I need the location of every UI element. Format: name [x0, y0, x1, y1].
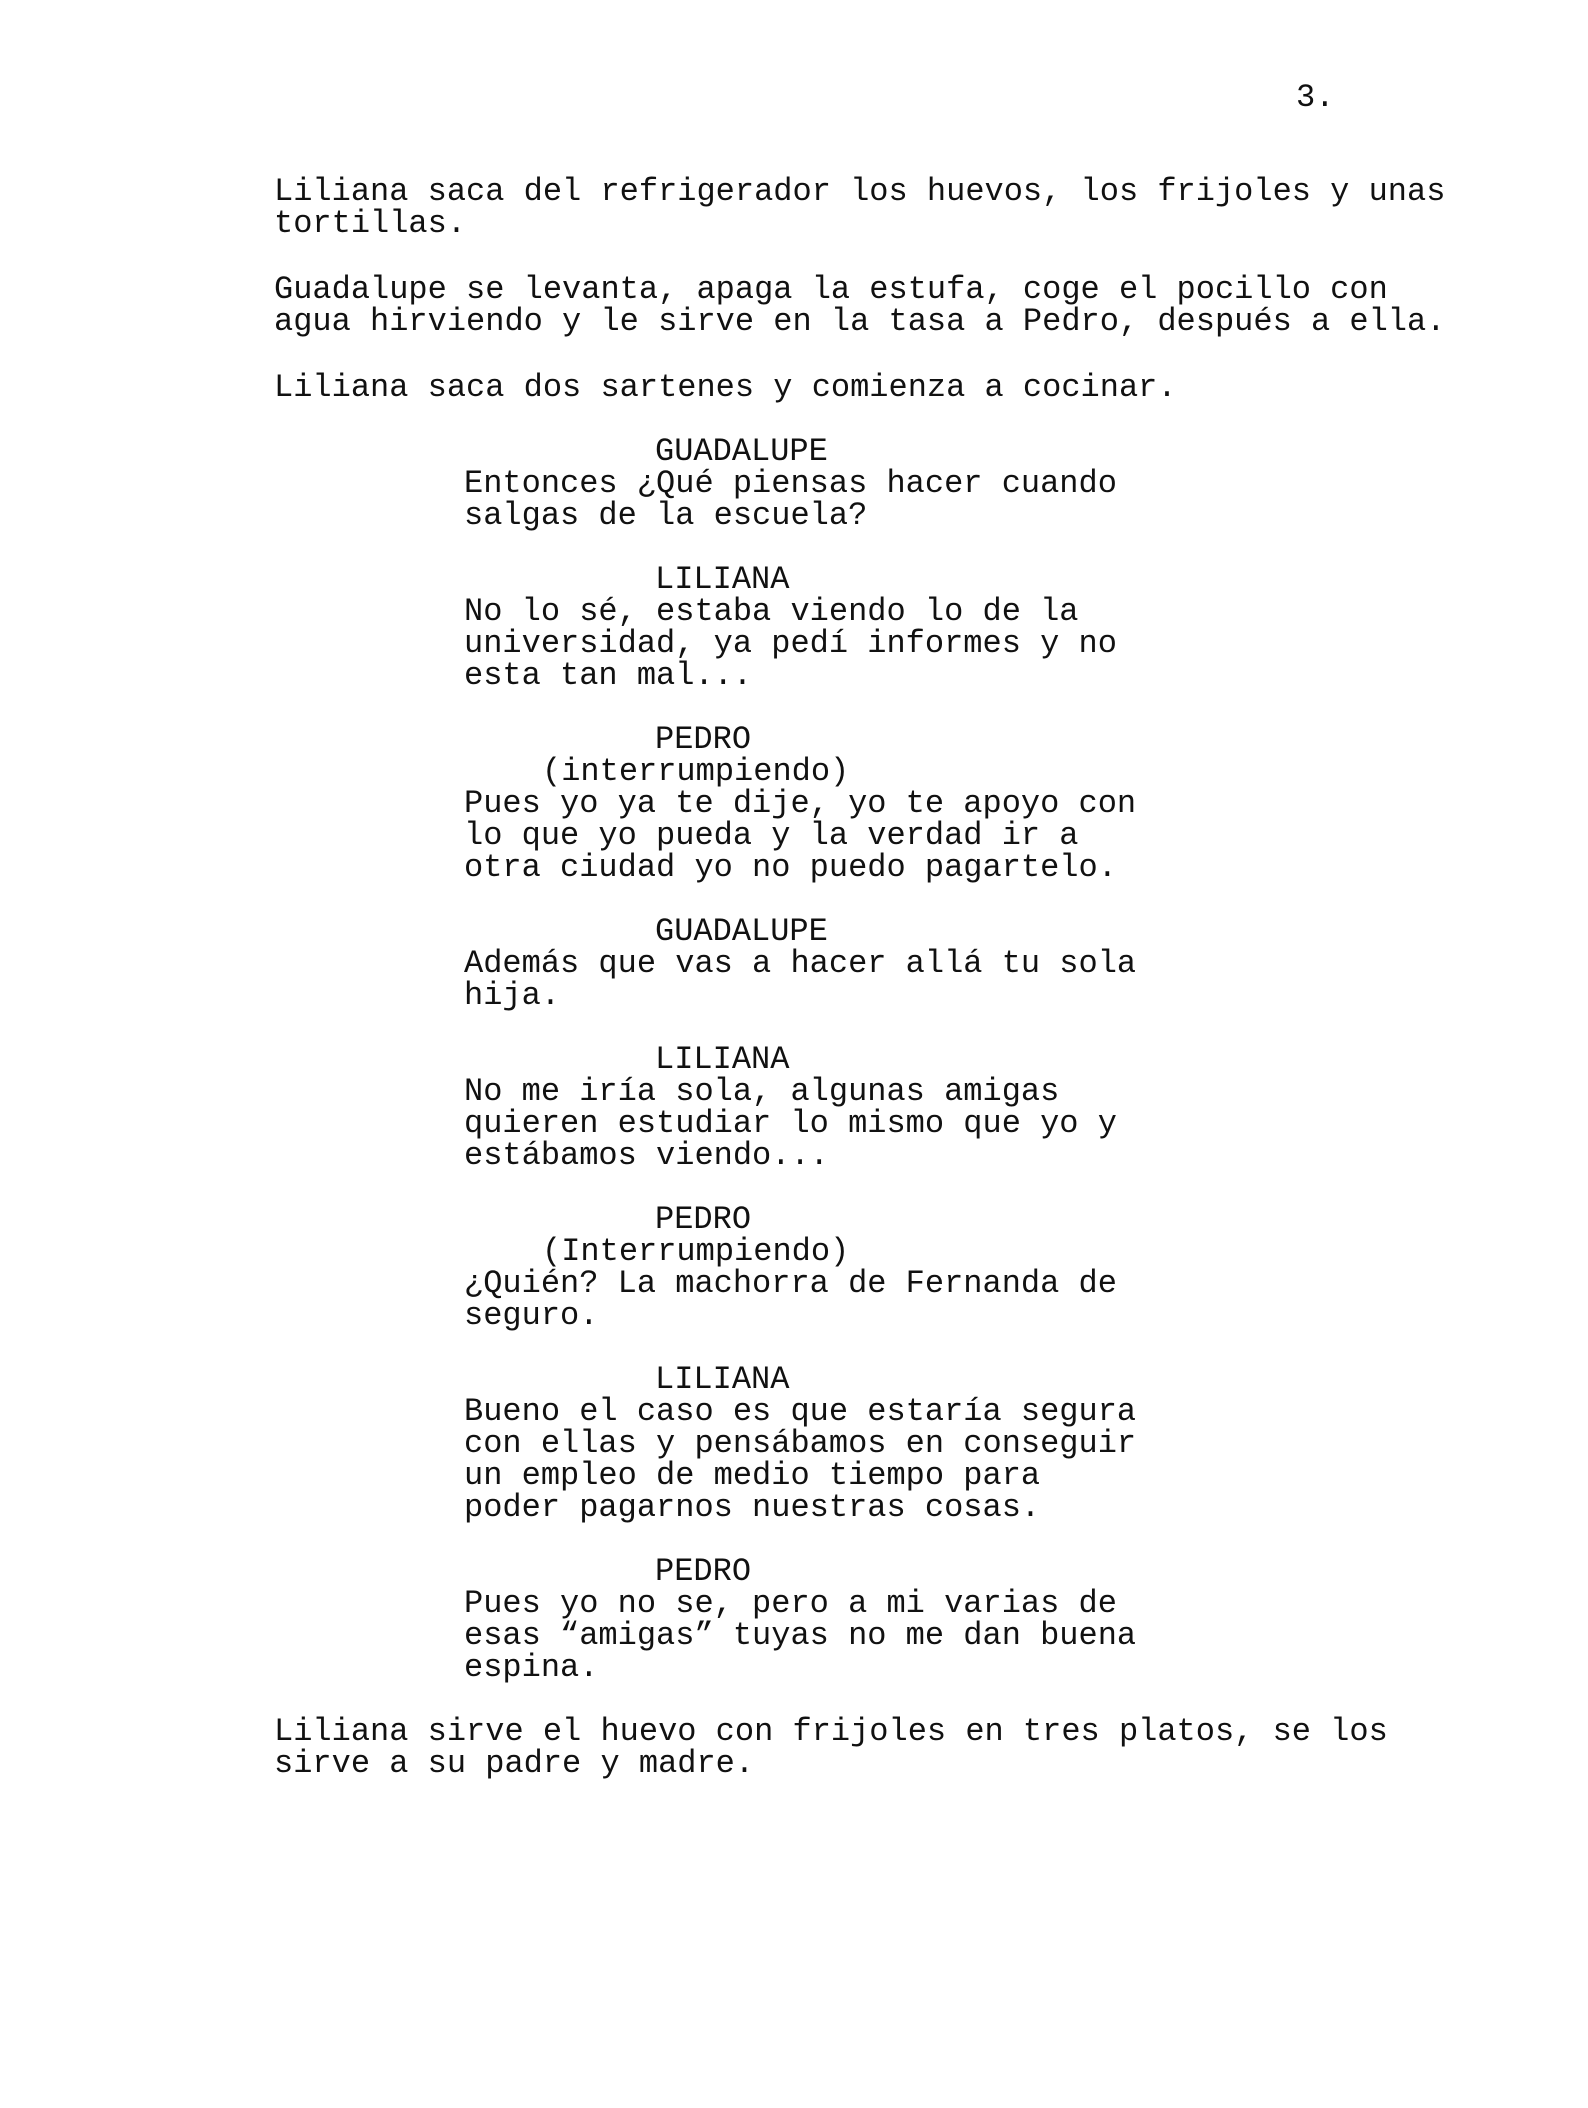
dialogue-text: No lo sé, estaba viendo lo de la universidad, ya pedí informes y no esta tan mal... — [464, 593, 1117, 694]
character-name: LILIANA — [655, 1361, 790, 1398]
dialogue-text: Entonces ¿Qué piensas hacer cuando salgas de la escuela? — [464, 465, 1117, 534]
character-name: PEDRO — [655, 721, 752, 758]
action-line: Guadalupe se levanta, apaga la estufa, coge el pocillo con agua hirviendo y le sirve en la tasa a Pedro, después a ella. — [274, 271, 1446, 340]
action-line: Liliana sirve el huevo con frijoles en tres platos, se los sirve a su padre y madre. — [274, 1713, 1388, 1782]
character-name: GUADALUPE — [655, 913, 828, 950]
dialogue-text: Pues yo no se, pero a mi varias de esas “amigas” tuyas no me dan buena espina. — [464, 1585, 1137, 1686]
parenthetical: (Interrumpiendo) — [542, 1233, 850, 1270]
character-name: PEDRO — [655, 1553, 752, 1590]
page-number: 3. — [1296, 79, 1335, 116]
character-name: LILIANA — [655, 561, 790, 598]
character-name: GUADALUPE — [655, 433, 828, 470]
dialogue-text: No me iría sola, algunas amigas quieren estudiar lo mismo que yo y estábamos viendo... — [464, 1073, 1117, 1174]
dialogue-text: Bueno el caso es que estaría segura con ellas y pensábamos en conseguir un empleo de medio tiempo para poder pagarnos nuestras cosas. — [464, 1393, 1137, 1526]
action-line: Liliana saca del refrigerador los huevos, los frijoles y unas tortillas. — [274, 173, 1446, 242]
character-name: LILIANA — [655, 1041, 790, 1078]
parenthetical: (interrumpiendo) — [542, 753, 850, 790]
dialogue-text: Además que vas a hacer allá tu sola hija. — [464, 945, 1137, 1014]
character-name: PEDRO — [655, 1201, 752, 1238]
action-line: Liliana saca dos sartenes y comienza a cocinar. — [274, 369, 1177, 406]
dialogue-text: Pues yo ya te dije, yo te apoyo con lo que yo pueda y la verdad ir a otra ciudad yo no puedo pagartelo. — [464, 785, 1137, 886]
dialogue-text: ¿Quién? La machorra de Fernanda de seguro. — [464, 1265, 1117, 1334]
